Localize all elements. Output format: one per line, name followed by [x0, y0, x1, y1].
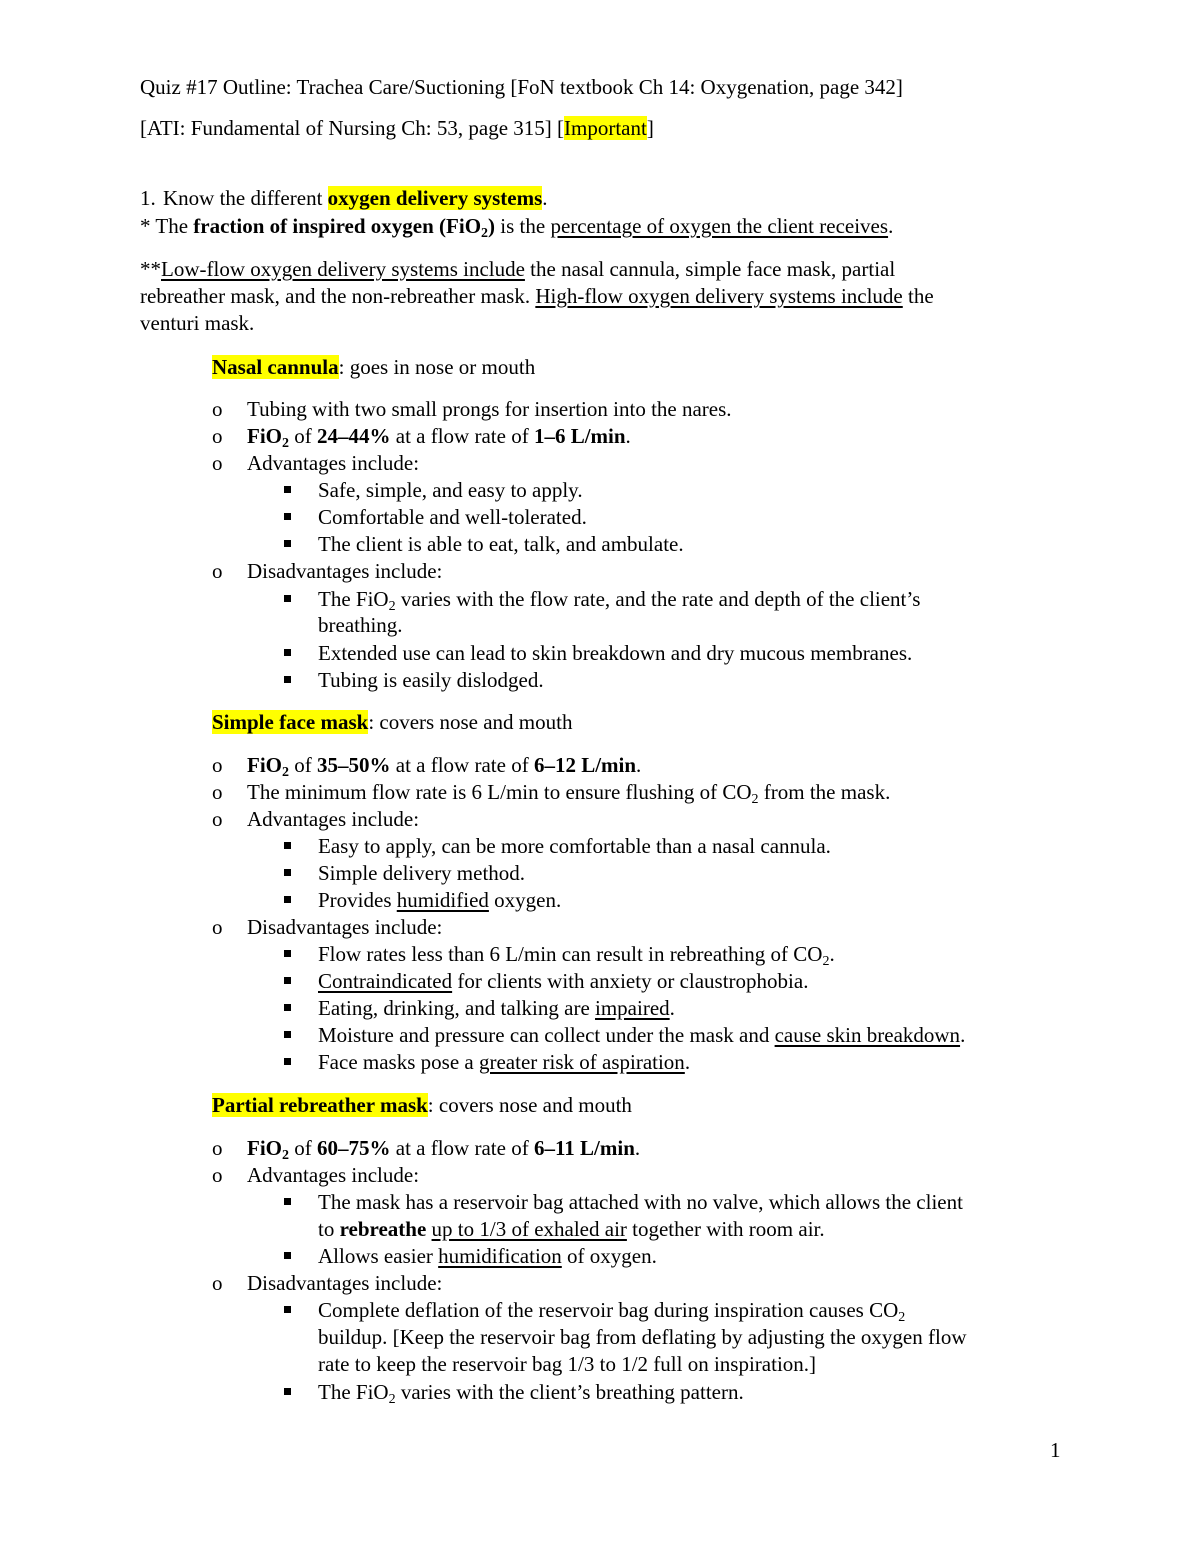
- sub-list-item-text: Face masks pose a greater risk of aspiration.: [318, 1050, 691, 1074]
- lowflow-text-3: the: [902, 284, 934, 308]
- square-bullet-icon: [284, 842, 291, 849]
- sub-list-item-text: The client is able to eat, talk, and ambulate.: [318, 532, 684, 556]
- square-bullet-icon: [284, 1252, 291, 1259]
- list-item-text: Advantages include:: [247, 807, 420, 831]
- fio2-definition: [140, 213, 893, 240]
- sub-list-item-text: Extended use can lead to skin breakdown and dry mucous membranes.: [318, 641, 913, 665]
- square-bullet-icon: [284, 595, 291, 602]
- square-bullet-icon: [284, 1388, 291, 1395]
- lowflow-text: the nasal cannula, simple face mask, partial: [524, 257, 896, 281]
- square-bullet-icon: [284, 1004, 291, 1011]
- sub-list-item-text: Allows easier humidification of oxygen.: [318, 1244, 657, 1268]
- sub-list-item-text: The mask has a reservoir bag attached with no valve, which allows the client: [318, 1190, 963, 1214]
- def-sub: 2: [481, 226, 489, 241]
- lowflow-text-2: rebreather mask, and the non-rebreather mask.: [140, 284, 536, 308]
- list-item-text: Advantages include:: [247, 451, 420, 475]
- circle-bullet-icon: o: [212, 915, 223, 939]
- list-item-text: The minimum flow rate is 6 L/min to ensure flushing of $CO_2$ from the mask.: [247, 780, 891, 807]
- list-item-text: Advantages include:: [247, 1163, 420, 1187]
- square-bullet-icon: [284, 950, 291, 957]
- nasal-cannula-heading: [212, 354, 535, 381]
- square-bullet-icon: [284, 1058, 291, 1065]
- list-item-text: Disadvantages include:: [247, 559, 443, 583]
- item-end: .: [542, 186, 548, 210]
- list-item-text: FiO$_2$ of 35–50% at a flow rate of 6–12 L/min.: [247, 753, 642, 780]
- reference-close: ]: [646, 116, 654, 140]
- sub-list-item-text: buildup. [Keep the reservoir bag from deflating by adjusting the oxygen flow: [318, 1325, 967, 1349]
- sub-list-item-text: rate to keep the reservoir bag 1/3 to 1/2 full on inspiration.]: [318, 1352, 817, 1376]
- sub-list-item-text: breathing.: [318, 613, 403, 637]
- simple-face-mask-subtitle: : covers nose and mouth: [368, 710, 573, 734]
- nasal-cannula-subtitle: : goes in nose or mouth: [338, 355, 536, 379]
- def-end: .: [888, 214, 894, 238]
- square-bullet-icon: [284, 977, 291, 984]
- partial-rebreather-title: Partial rebreather mask: [212, 1093, 428, 1117]
- sub-list-item-text: Moisture and pressure can collect under the mask and cause skin breakdown.: [318, 1023, 966, 1047]
- circle-bullet-icon: o: [212, 1271, 223, 1295]
- circle-bullet-icon: o: [212, 559, 223, 583]
- sub-list-item-text: Contraindicated for clients with anxiety or claustrophobia.: [318, 969, 809, 993]
- def-underlined: percentage of oxygen the client receives: [550, 214, 889, 238]
- highflow-underlined: High-flow oxygen delivery systems include: [535, 284, 903, 308]
- partial-rebreather-heading: [212, 1092, 632, 1119]
- simple-face-mask-heading: [212, 709, 572, 736]
- list-item-text: Tubing with two small prongs for insertion into the nares.: [247, 397, 732, 421]
- lowflow-stars: **: [140, 257, 161, 281]
- list-item-text: Disadvantages include:: [247, 915, 443, 939]
- sub-list-item-text: Safe, simple, and easy to apply.: [318, 478, 583, 502]
- sub-list-item-text: The FiO$_2$ varies with the client’s breathing pattern.: [318, 1380, 744, 1407]
- square-bullet-icon: [284, 513, 291, 520]
- list-item-text: FiO$_2$ of 24–44% at a flow rate of 1–6 L/min.: [247, 424, 631, 451]
- square-bullet-icon: [284, 486, 291, 493]
- circle-bullet-icon: o: [212, 424, 223, 448]
- list-item-text: FiO$_2$ of 60–75% at a flow rate of 6–11 L/min.: [247, 1136, 641, 1163]
- reference-line: [140, 115, 654, 142]
- circle-bullet-icon: o: [212, 451, 223, 475]
- oxygen-delivery-highlight: oxygen delivery systems: [327, 186, 543, 210]
- sub-list-item-text: Tubing is easily dislodged.: [318, 668, 544, 692]
- partial-rebreather-subtitle: : covers nose and mouth: [427, 1093, 632, 1117]
- square-bullet-icon: [284, 1198, 291, 1205]
- def-mid: is the: [495, 214, 551, 238]
- title-text: Quiz #17 Outline: Trachea Care/Suctioning [FoN textbook Ch 14: Oxygenation, page 342]: [140, 75, 903, 99]
- square-bullet-icon: [284, 869, 291, 876]
- circle-bullet-icon: o: [212, 1136, 223, 1160]
- def-term: fraction of inspired oxygen (FiO: [193, 214, 482, 238]
- square-bullet-icon: [284, 1031, 291, 1038]
- item-1: [163, 185, 548, 212]
- circle-bullet-icon: o: [212, 397, 223, 421]
- sub-list-item-text: Simple delivery method.: [318, 861, 526, 885]
- circle-bullet-icon: o: [212, 753, 223, 777]
- simple-face-mask-title: Simple face mask: [212, 710, 369, 734]
- item-text: Know the different: [163, 186, 328, 210]
- lowflow-line-2: [140, 283, 934, 310]
- circle-bullet-icon: o: [212, 780, 223, 804]
- reference-text: [ATI: Fundamental of Nursing Ch: 53, page 315] [: [140, 116, 565, 140]
- page-number: 1: [1050, 1438, 1061, 1462]
- important-highlight: Important: [564, 116, 647, 140]
- lowflow-line-1: [140, 256, 895, 283]
- circle-bullet-icon: o: [212, 1163, 223, 1187]
- square-bullet-icon: [284, 540, 291, 547]
- sub-list-item-text: Flow rates less than 6 L/min can result in rebreathing of $CO_2$.: [318, 942, 835, 969]
- lowflow-underlined: Low-flow oxygen delivery systems include: [161, 257, 525, 281]
- lowflow-line-3: [140, 310, 254, 337]
- sub-list-item-text: Complete deflation of the reservoir bag during inspiration causes $CO_2$: [318, 1298, 906, 1325]
- def-term-close: ): [488, 214, 496, 238]
- square-bullet-icon: [284, 1306, 291, 1313]
- sub-list-item-text: Provides humidified oxygen.: [318, 888, 562, 912]
- lowflow-text-4: venturi mask.: [140, 311, 255, 335]
- document-title-line: [140, 74, 903, 101]
- sub-list-item-text: The FiO$_2$ varies with the flow rate, and the rate and depth of the client’s: [318, 587, 921, 614]
- square-bullet-icon: [284, 676, 291, 683]
- list-item-text: Disadvantages include:: [247, 1271, 443, 1295]
- circle-bullet-icon: o: [212, 807, 223, 831]
- item-number: 1.: [140, 186, 156, 210]
- def-prefix: * The: [140, 214, 194, 238]
- sub-list-item-text: to rebreathe up to 1/3 of exhaled air together with room air.: [318, 1217, 825, 1241]
- item-1-number: [140, 185, 156, 212]
- sub-list-item-text: Eating, drinking, and talking are impaired.: [318, 996, 675, 1020]
- nasal-cannula-title: Nasal cannula: [212, 355, 339, 379]
- square-bullet-icon: [284, 896, 291, 903]
- square-bullet-icon: [284, 649, 291, 656]
- sub-list-item-text: Easy to apply, can be more comfortable than a nasal cannula.: [318, 834, 831, 858]
- sub-list-item-text: Comfortable and well-tolerated.: [318, 505, 587, 529]
